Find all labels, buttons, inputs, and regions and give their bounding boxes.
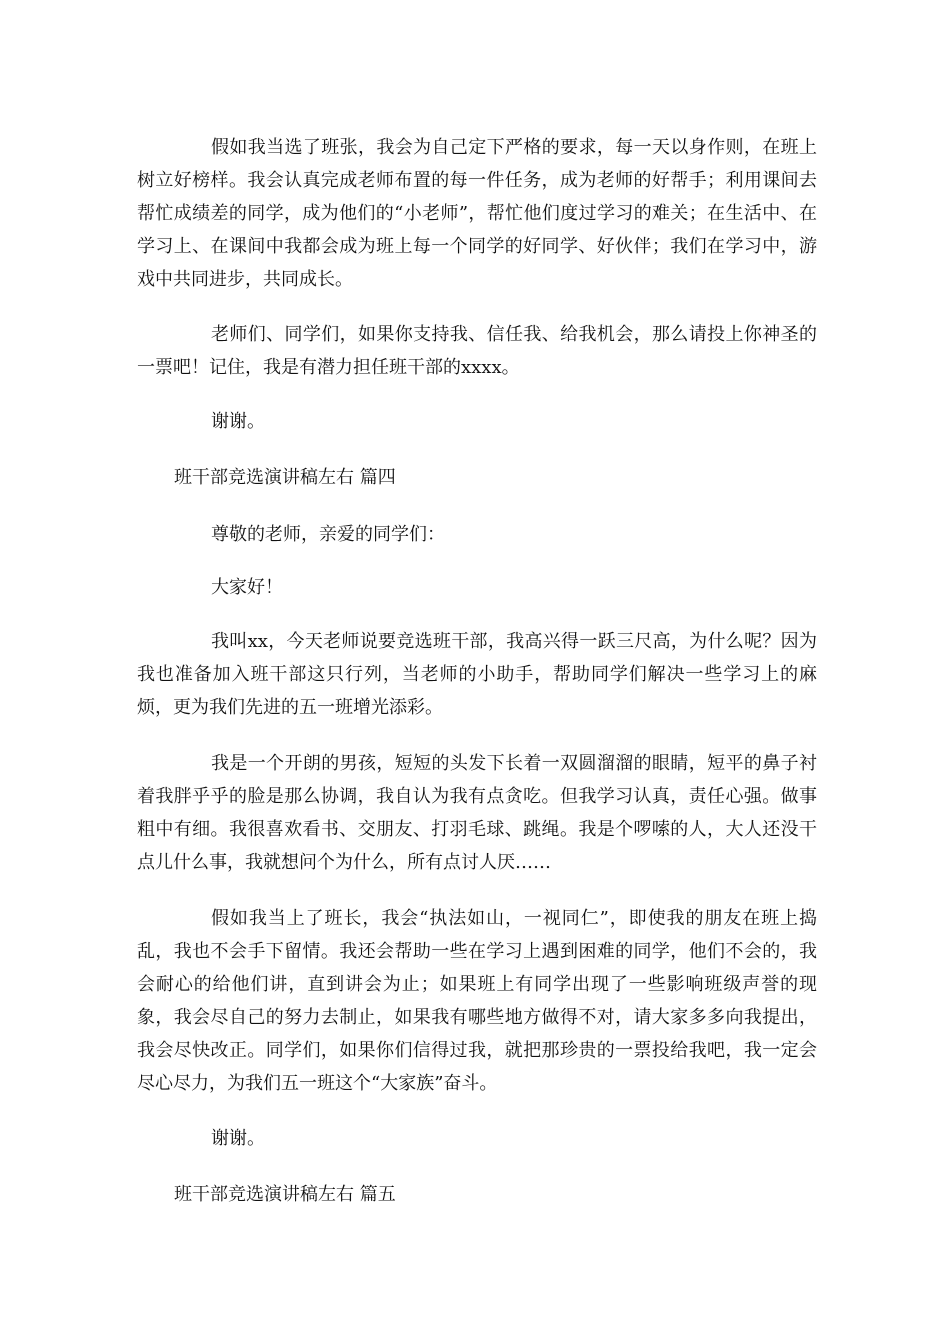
paragraph-self-description: 我是一个开朗的男孩，短短的头发下长着一双圆溜溜的眼睛，短平的鼻子衬着我胖乎乎的脸是那么协调，我自认为我有点贪吃。但我学习认真，责任心强。做事粗中有细。我很喜欢看书、交朋友、打羽毛球、跳绳。我是个啰嗦的人，大人还没干点儿什么事，我就想问个为什么，所有点讨人厌…… [137,753,817,873]
paragraph-greeting: 大家好！ [211,577,283,598]
paragraph-monitor-plan: 假如我当上了班长，我会“执法如山，一视同仁”，即使我的朋友在班上捣乱，我也不会手下留情。我还会帮助一些在学习上遇到困难的同学，他们不会的，我会耐心的给他们讲，直到讲会为止；如果班上有同学出现了一些影响班级声誉的现象，我会尽自己的努力去制止，如果我有哪些地方做得不对，请大家多多向我提出，我会尽快改正。同学们，如果你们信得过我，就把那珍贵的一票投给我吧，我一定会尽心尽力，为我们五一班这个“大家族”奋斗。 [137,908,817,1094]
paragraph-vote-request: 老师们、同学们，如果你支持我、信任我、给我机会，那么请投上你神圣的一票吧！记住，我是有潜力担任班干部的xxxx。 [137,324,817,378]
section-heading-part-four: 班干部竞选演讲稿左右 篇四 [174,467,396,488]
paragraph-salutation: 尊敬的老师，亲爱的同学们： [211,524,445,545]
paragraph-thanks-1: 谢谢。 [211,411,265,432]
paragraph-introduction: 我叫xx，今天老师说要竞选班干部，我高兴得一跃三尺高，为什么呢？因为我也准备加入班干部这只行列，当老师的小助手，帮助同学们解决一些学习上的麻烦，更为我们先进的五一班增光添彩。 [137,631,817,718]
section-heading-part-five: 班干部竞选演讲稿左右 篇五 [174,1184,396,1205]
paragraph-class-monitor-promise: 假如我当选了班张，我会为自己定下严格的要求，每一天以身作则，在班上树立好榜样。我会认真完成老师布置的每一件任务，成为老师的好帮手；利用课间去帮忙成绩差的同学，成为他们的“小老师”，帮忙他们度过学习的难关；在生活中、在学习上、在课间中我都会成为班上每一个同学的好同学、好伙伴；我们在学习中，游戏中共同进步，共同成长。 [137,137,817,290]
paragraph-thanks-2: 谢谢。 [211,1128,265,1149]
